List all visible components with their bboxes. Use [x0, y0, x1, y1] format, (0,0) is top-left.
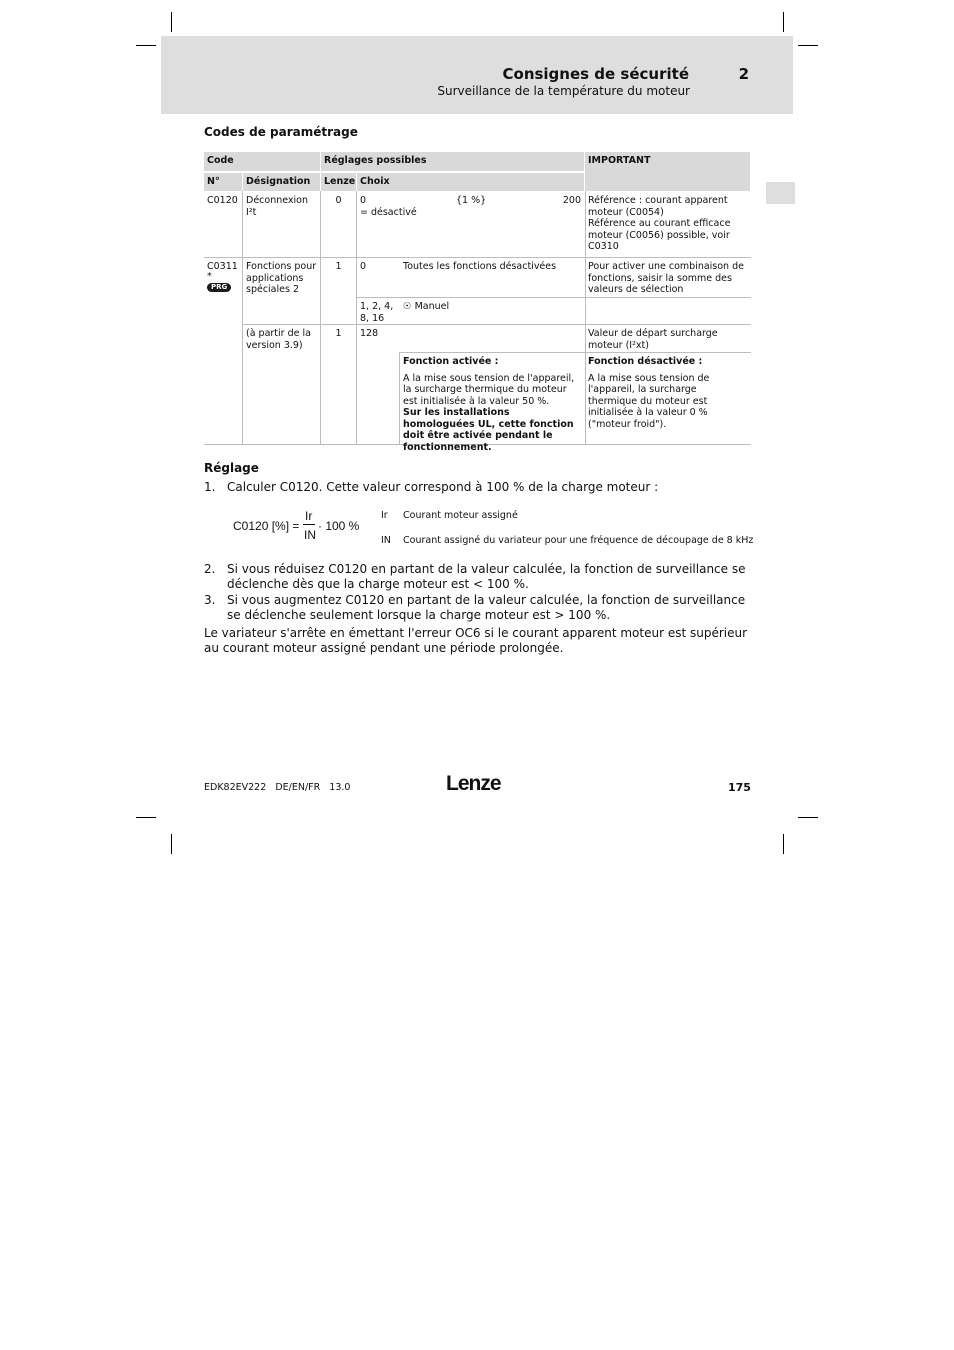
crop-mark — [798, 817, 818, 818]
opt2-value: 1, 2, 4, 8, 16 — [360, 301, 394, 324]
row-c0120-designation — [243, 192, 320, 221]
choix-note: = désactivé — [360, 207, 417, 218]
inactive-title: Fonction désactivée : — [588, 356, 703, 367]
step-number: 1. — [204, 480, 216, 494]
th-code: Code — [204, 152, 320, 171]
crop-mark — [798, 45, 818, 46]
chapter-tab — [766, 182, 795, 204]
manual-icon: ☉ — [403, 301, 412, 312]
header-band — [161, 36, 793, 114]
th-designation: Désignation — [243, 173, 320, 191]
important-line: Référence : courant apparent moteur (C0054) — [588, 195, 728, 218]
step-number: 3. — [204, 593, 216, 607]
step-3: Si vous augmentez C0120 en partant de la valeur calculée, la fonction de surveillance se déclenche seulement lorsque la charge moteur est > 100 %. — [227, 593, 746, 622]
active-ul-note: Sur les installations homologuées UL, cette fonction doit être activée pendant le fonctionnement. — [403, 407, 574, 453]
legend-in-symbol: IN — [381, 535, 391, 546]
th-important: IMPORTANT — [585, 152, 750, 191]
legend-in: Courant assigné du variateur pour une fréquence de découpage de 8 kHz — [403, 535, 754, 546]
parameter-table — [204, 152, 751, 453]
designation-line: Déconnexion — [246, 195, 309, 206]
chapter-number: 2 — [738, 65, 749, 83]
opt3-lenze: 1 — [335, 328, 342, 339]
opt1-value: 0 — [360, 261, 367, 272]
shutdown-note: Le variateur s'arrête en émettant l'erreur OC6 si le courant apparent moteur est supérieur au courant moteur assigné pendant une période prolongée. — [204, 626, 748, 655]
code-star: * — [207, 270, 212, 282]
fraction-bar — [303, 524, 315, 525]
page-subtitle: Surveillance de la température du moteur — [437, 84, 690, 98]
opt3-important: Valeur de départ surcharge moteur (I²xt) — [588, 328, 718, 351]
doc-id: EDK82EV222 DE/EN/FR 13.0 — [204, 782, 351, 793]
important-line: Référence au courant efficace moteur (C0056) possible, voir C0310 — [588, 218, 731, 252]
page-number: 175 — [728, 781, 751, 794]
crop-mark — [783, 12, 784, 32]
step-number: 2. — [204, 562, 216, 576]
crop-mark — [171, 834, 172, 854]
row-c0311-designation: Fonctions pour applications spéciales 2 — [246, 261, 317, 295]
crop-mark — [136, 45, 156, 46]
function-inactive — [585, 353, 750, 433]
th-no: N° — [204, 173, 242, 191]
inactive-text: A la mise sous tension de l'appareil, la surcharge thermique du moteur est initialisée à la valeur 0 % ("moteur froid"). — [588, 372, 710, 430]
crop-mark — [783, 834, 784, 854]
choix-max: 200 — [562, 195, 581, 206]
opt3-value: 128 — [360, 328, 379, 339]
row-c0120-important — [585, 192, 750, 256]
prg-badge: PRG — [207, 283, 231, 292]
choix-step: {1 %} — [456, 195, 487, 206]
opt1-text: Toutes les fonctions désactivées — [403, 261, 557, 272]
th-lenze: Lenze — [321, 173, 356, 191]
legend-ir-symbol: Ir — [381, 510, 388, 521]
designation-line: I²t — [246, 206, 257, 218]
th-choix: Choix — [357, 173, 584, 191]
page-title: Consignes de sécurité — [502, 65, 689, 83]
opt2-choice — [400, 298, 584, 316]
formula-lhs: C0120 [%] = — [233, 519, 300, 533]
row-c0120-code: C0120 — [207, 195, 238, 206]
lenze-logo: Lenze — [446, 772, 501, 795]
step-1: Calculer C0120. Cette valeur correspond à 100 % de la charge moteur : — [227, 480, 659, 494]
section-title: Codes de paramétrage — [204, 125, 358, 139]
th-reglages: Réglages possibles — [321, 152, 584, 171]
formula-numerator: Ir — [305, 509, 313, 523]
row-c0311-lenze: 1 — [335, 261, 342, 272]
formula-rhs: · 100 % — [318, 519, 360, 533]
legend-ir: Courant moteur assigné — [403, 510, 518, 521]
function-active — [400, 353, 584, 456]
opt1-important: Pour activer une combinaison de fonctions, saisir la somme des valeurs de sélection — [588, 261, 744, 295]
row-c0311-code — [204, 258, 242, 295]
reglage-title: Réglage — [204, 461, 259, 475]
active-text: A la mise sous tension de l'appareil, la surcharge thermique du moteur est initialisée à la valeur 50 %. — [403, 372, 575, 407]
row-c0120-lenze: 0 — [335, 195, 342, 206]
choix-min: 0 — [360, 195, 367, 206]
step-2: Si vous réduisez C0120 en partant de la valeur calculée, la fonction de surveillance se déclenche dès que la charge moteur est < 100 %. — [227, 562, 746, 591]
formula-denominator: IN — [304, 528, 316, 542]
code-label: C0311 — [207, 261, 238, 272]
opt2-text: Manuel — [414, 301, 450, 312]
crop-mark — [136, 817, 156, 818]
row-c0120-choix — [357, 192, 584, 222]
crop-mark — [171, 12, 172, 32]
version-note: (à partir de la version 3.9) — [246, 328, 311, 351]
active-title: Fonction activée : — [403, 356, 499, 367]
